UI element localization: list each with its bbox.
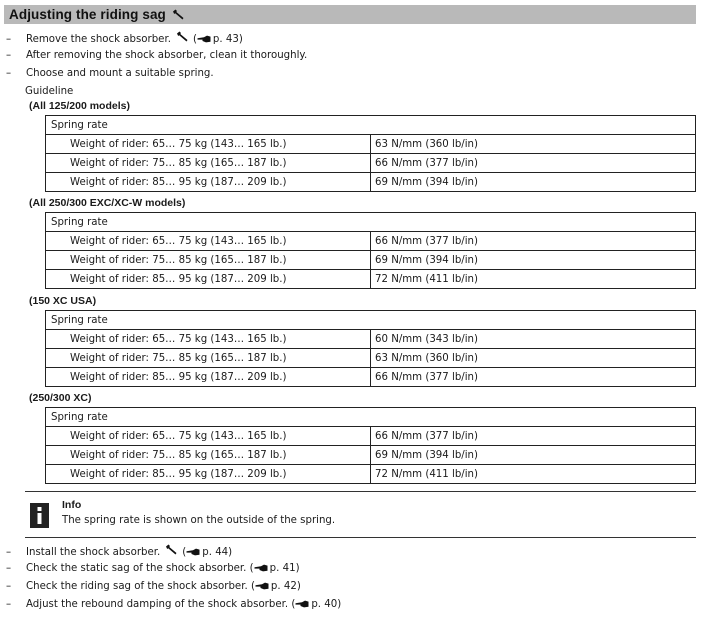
spring-rate-cell: 63 N/mm (360 lb/in) xyxy=(371,349,696,368)
page-ref-open: ( xyxy=(249,563,254,574)
step-bullet: – xyxy=(6,34,12,45)
section-title-bar xyxy=(4,5,696,24)
step-bullet: – xyxy=(6,563,12,574)
step-item xyxy=(6,580,301,595)
table-row xyxy=(46,232,696,251)
spring-rate-cell: 69 N/mm (394 lb/in) xyxy=(371,173,696,192)
info-text: The spring rate is shown on the outside of the spring. xyxy=(62,515,336,526)
table-row xyxy=(46,251,696,270)
step-text: Install the shock absorber. xyxy=(26,547,161,558)
table-row xyxy=(46,465,696,484)
info-top-divider xyxy=(25,491,696,492)
step-item xyxy=(6,598,341,613)
table-row xyxy=(46,349,696,368)
table-header-cell: Spring rate xyxy=(46,311,696,330)
spring-rate-cell: 63 N/mm (360 lb/in) xyxy=(371,135,696,154)
step-text: Remove the shock absorber. xyxy=(26,34,171,45)
table-row xyxy=(46,446,696,465)
rider-weight-cell: Weight of rider: 65… 75 kg (143… 165 lb.) xyxy=(46,330,371,349)
guideline-label: Guideline xyxy=(25,86,74,97)
step-item xyxy=(6,67,214,81)
step-text: Adjust the rebound damping of the shock absorber. xyxy=(26,599,289,610)
spring-rate-table xyxy=(45,407,696,484)
step-bullet: – xyxy=(6,547,12,558)
pointing-hand-icon xyxy=(186,547,200,561)
step-text: Check the static sag of the shock absorber. xyxy=(26,563,247,574)
spring-rate-cell: 69 N/mm (394 lb/in) xyxy=(371,446,696,465)
step-bullet: – xyxy=(6,599,12,610)
rider-weight-cell: Weight of rider: 85… 95 kg (187… 209 lb.) xyxy=(46,368,371,387)
rider-weight-cell: Weight of rider: 85… 95 kg (187… 209 lb.) xyxy=(46,465,371,484)
step-bullet: – xyxy=(6,50,12,61)
rider-weight-cell: Weight of rider: 75… 85 kg (165… 187 lb.) xyxy=(46,446,371,465)
info-icon xyxy=(30,503,49,528)
step-item xyxy=(6,31,243,48)
step-item xyxy=(6,544,232,561)
spring-rate-cell: 66 N/mm (377 lb/in) xyxy=(371,427,696,446)
table-header-row xyxy=(46,311,696,330)
wrench-icon xyxy=(172,5,185,24)
page-reference-link[interactable]: p. 43) xyxy=(212,34,243,45)
wrench-icon xyxy=(176,31,189,47)
info-bottom-divider xyxy=(25,537,696,538)
page-reference-link[interactable]: p. 44) xyxy=(202,547,233,558)
table-header-cell: Spring rate xyxy=(46,116,696,135)
spring-rate-cell: 66 N/mm (377 lb/in) xyxy=(371,368,696,387)
page-ref-open: ( xyxy=(182,547,187,558)
page-reference-link[interactable]: p. 41) xyxy=(269,563,300,574)
rider-weight-cell: Weight of rider: 65… 75 kg (143… 165 lb.) xyxy=(46,232,371,251)
model-heading: (250/300 XC) xyxy=(29,392,92,404)
pointing-hand-icon xyxy=(255,581,269,595)
spring-rate-cell: 69 N/mm (394 lb/in) xyxy=(371,251,696,270)
spring-rate-cell: 72 N/mm (411 lb/in) xyxy=(371,270,696,289)
spring-rate-table xyxy=(45,212,696,289)
spring-rate-cell: 60 N/mm (343 lb/in) xyxy=(371,330,696,349)
rider-weight-cell: Weight of rider: 65… 75 kg (143… 165 lb.) xyxy=(46,135,371,154)
step-bullet: – xyxy=(6,68,12,79)
step-item xyxy=(6,562,300,577)
rider-weight-cell: Weight of rider: 85… 95 kg (187… 209 lb.) xyxy=(46,173,371,192)
rider-weight-cell: Weight of rider: 85… 95 kg (187… 209 lb.) xyxy=(46,270,371,289)
table-row xyxy=(46,173,696,192)
info-title: Info xyxy=(62,499,82,511)
spring-rate-table xyxy=(45,115,696,192)
page-ref-open: ( xyxy=(192,34,197,45)
wrench-icon xyxy=(165,544,178,560)
table-header-cell: Spring rate xyxy=(46,213,696,232)
rider-weight-cell: Weight of rider: 75… 85 kg (165… 187 lb.) xyxy=(46,349,371,368)
step-bullet: – xyxy=(6,581,12,592)
rider-weight-cell: Weight of rider: 75… 85 kg (165… 187 lb.) xyxy=(46,154,371,173)
page-reference-link[interactable]: p. 40) xyxy=(311,599,342,610)
table-row xyxy=(46,427,696,446)
pointing-hand-icon xyxy=(295,599,309,613)
step-text: Check the riding sag of the shock absorber. xyxy=(26,581,248,592)
model-heading: (All 125/200 models) xyxy=(29,100,130,112)
table-row xyxy=(46,368,696,387)
step-item xyxy=(6,49,307,63)
model-heading: (150 XC USA) xyxy=(29,295,97,307)
rider-weight-cell: Weight of rider: 75… 85 kg (165… 187 lb.) xyxy=(46,251,371,270)
page-ref-open: ( xyxy=(250,581,255,592)
table-row xyxy=(46,135,696,154)
table-row xyxy=(46,270,696,289)
spring-rate-cell: 66 N/mm (377 lb/in) xyxy=(371,154,696,173)
pointing-hand-icon xyxy=(197,34,211,48)
model-heading: (All 250/300 EXC/XC-W models) xyxy=(29,197,186,209)
spring-rate-cell: 66 N/mm (377 lb/in) xyxy=(371,232,696,251)
rider-weight-cell: Weight of rider: 65… 75 kg (143… 165 lb.) xyxy=(46,427,371,446)
spring-rate-table xyxy=(45,310,696,387)
table-header-row xyxy=(46,213,696,232)
table-header-cell: Spring rate xyxy=(46,408,696,427)
section-title: Adjusting the riding sag xyxy=(9,7,166,22)
pointing-hand-icon xyxy=(254,563,268,577)
table-header-row xyxy=(46,408,696,427)
page-ref-open: ( xyxy=(291,599,296,610)
step-text: Choose and mount a suitable spring. xyxy=(26,68,214,79)
table-row xyxy=(46,330,696,349)
page-reference-link[interactable]: p. 42) xyxy=(270,581,301,592)
spring-rate-cell: 72 N/mm (411 lb/in) xyxy=(371,465,696,484)
step-text: After removing the shock absorber, clean it thoroughly. xyxy=(26,50,308,61)
table-header-row xyxy=(46,116,696,135)
table-row xyxy=(46,154,696,173)
